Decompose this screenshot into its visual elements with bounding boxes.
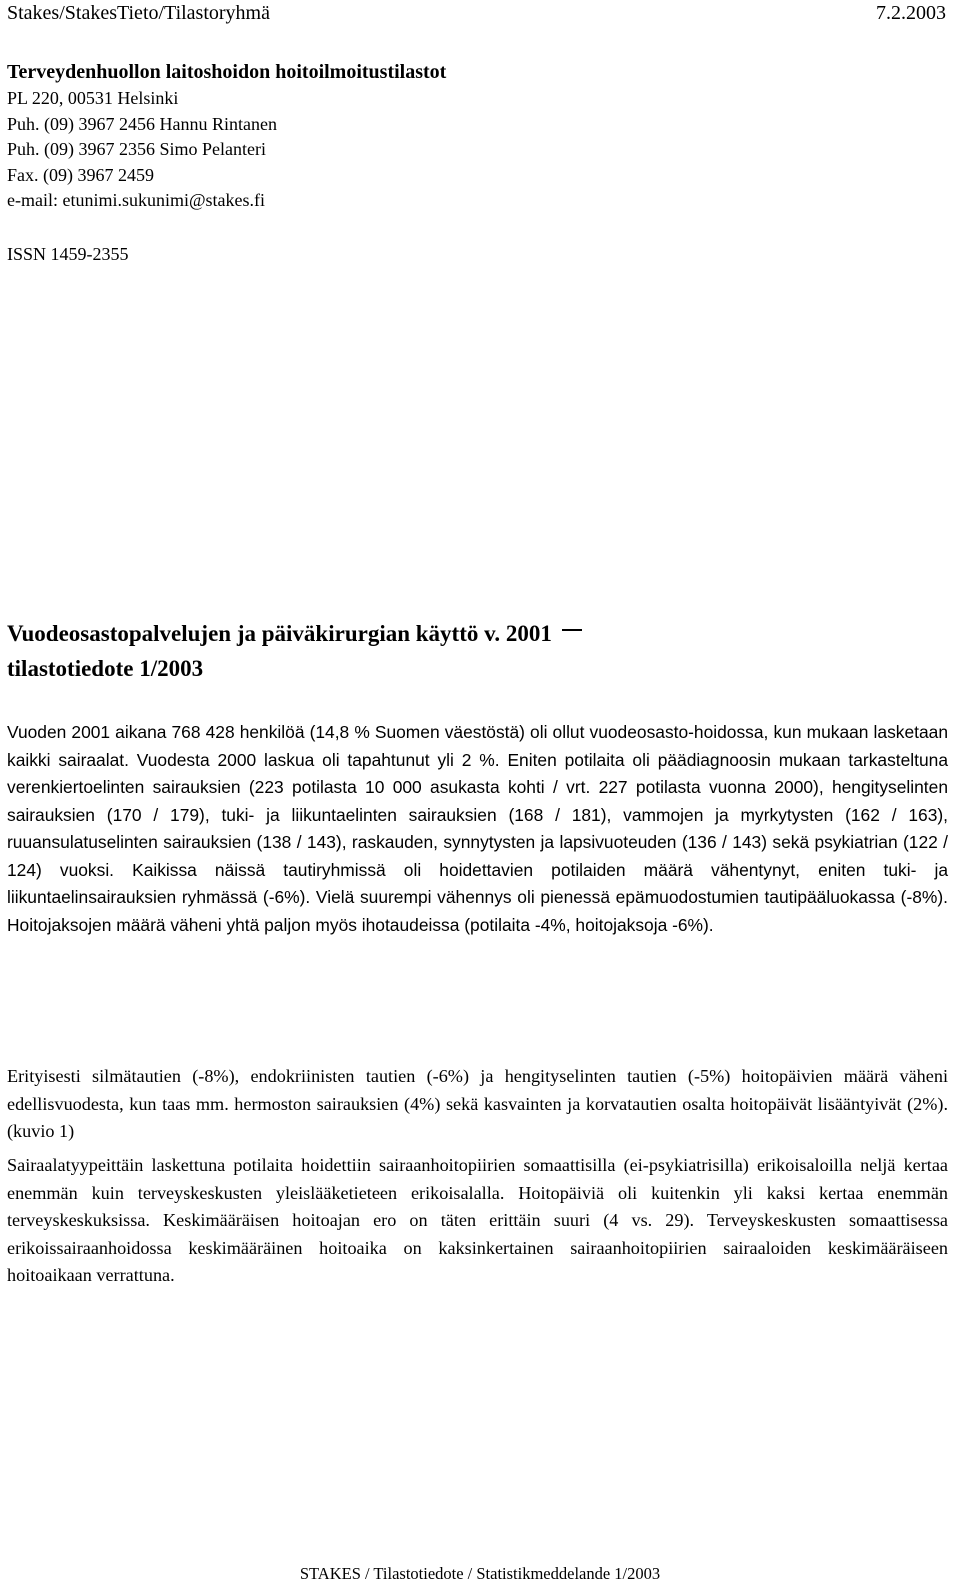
email-address: e-mail: etunimi.sukunimi@stakes.fi [7,190,266,210]
title-dash [562,629,582,631]
phone-rintanen: Puh. (09) 3967 2456 Hannu Rintanen [7,113,277,134]
publication-date: 7.2.2003 [876,2,946,24]
document-title-line1: Vuodeosastopalvelujen ja päiväkirurgian käyttö v. 2001 [7,621,552,646]
organization-path: Stakes/StakesTieto/Tilastoryhmä [7,2,270,24]
page-footer: STAKES / Tilastotiedote / Statistikmeddelande 1/2003 [299,1564,661,1583]
statistics-unit-title: Terveydenhuollon laitoshoidon hoitoilmoitustilastot [7,61,447,83]
contact-block [7,58,446,214]
postal-address: PL 220, 00531 Helsinki [7,88,179,108]
paragraph-patients: Vuoden 2001 aikana 768 428 henkilöä (14,8 % Suomen väestöstä) oli ollut vuodeosasto-hoidossa, kun mukaan lasketaan kaikki sairaalat. Vuodesta 2000 laskua oli tapahtunut yli 2 %. Eniten potilaita oli päädiagnoosin mukaan tarkasteltuna verenkiertoelinten sairauksien (223 potilasta 10 000 asukasta kohti / vrt. 227 potilasta vuonna 2000), hengityselinten sairauksien (170 / 179), tuki- ja liikuntaelinten sairauksien (168 / 181), vammojen ja myrkytysten (162 / 163), ruuansulatuselinten sairauksien (138 / 143), raskauden, synnytysten ja lapsivuoteuden (136 / 143) sekä psykiatrian (122 / 124) vuoksi. Kaikissa näissä tautiryhmissä oli hoidettavien potilaiden määrä vähentynyt, eniten tuki- ja liikuntaelinsairauksien ryhmässä (-6%). Vielä suurempi vähennys oli pienessä epämuodostumien tautipääluokassa (-8%). Hoitojaksojen määrä väheni yhtä paljon myös ihotaudeissa (potilaita -4%, hoitojaksoja -6%). [7,722,948,935]
issn-number: ISSN 1459-2355 [7,244,129,264]
document-title-line2: tilastotiedote 1/2003 [7,656,204,681]
fax-number: Fax. (09) 3967 2459 [7,164,154,185]
paragraph-hospital-types: Sairaalatyypeittäin laskettuna potilaita hoidettiin sairaanhoitopiirien somaattisilla (ei-psykiatrisilla) erikoisaloilla neljä kertaa enemmän kuin terveyskeskusten yleislääketieteen erikoisalalla. Hoitopäiviä oli kuitenkin yli kaksi kertaa enemmän terveyskeskuksissa. Keskimääräisen hoitoajan ero on täten erittäin suuri (4 vs. 29). Terveyskeskusten somaattisessa erikoissairaanhoidossa keskimääräinen hoitoaika on kaksinkertainen sairaanhoitopiirien sairaaloiden keskimääräiseen hoitoaikaan verrattuna. [7,1155,948,1285]
paragraph-care-days: Erityisesti silmätautien (-8%), endokriinisten tautien (-6%) ja hengityselinten tautien (-5%) hoitopäivien määrä väheni edellisvuodesta, kun taas mm. hermoston sairauksien (4%) sekä kasvainten ja korvatautien osalta hoitopäivät lisääntyivät (2%). (kuvio 1) [7,1066,948,1141]
document-title [7,616,953,686]
phone-pelanteri: Puh. (09) 3967 2356 Simo Pelanteri [7,139,266,159]
